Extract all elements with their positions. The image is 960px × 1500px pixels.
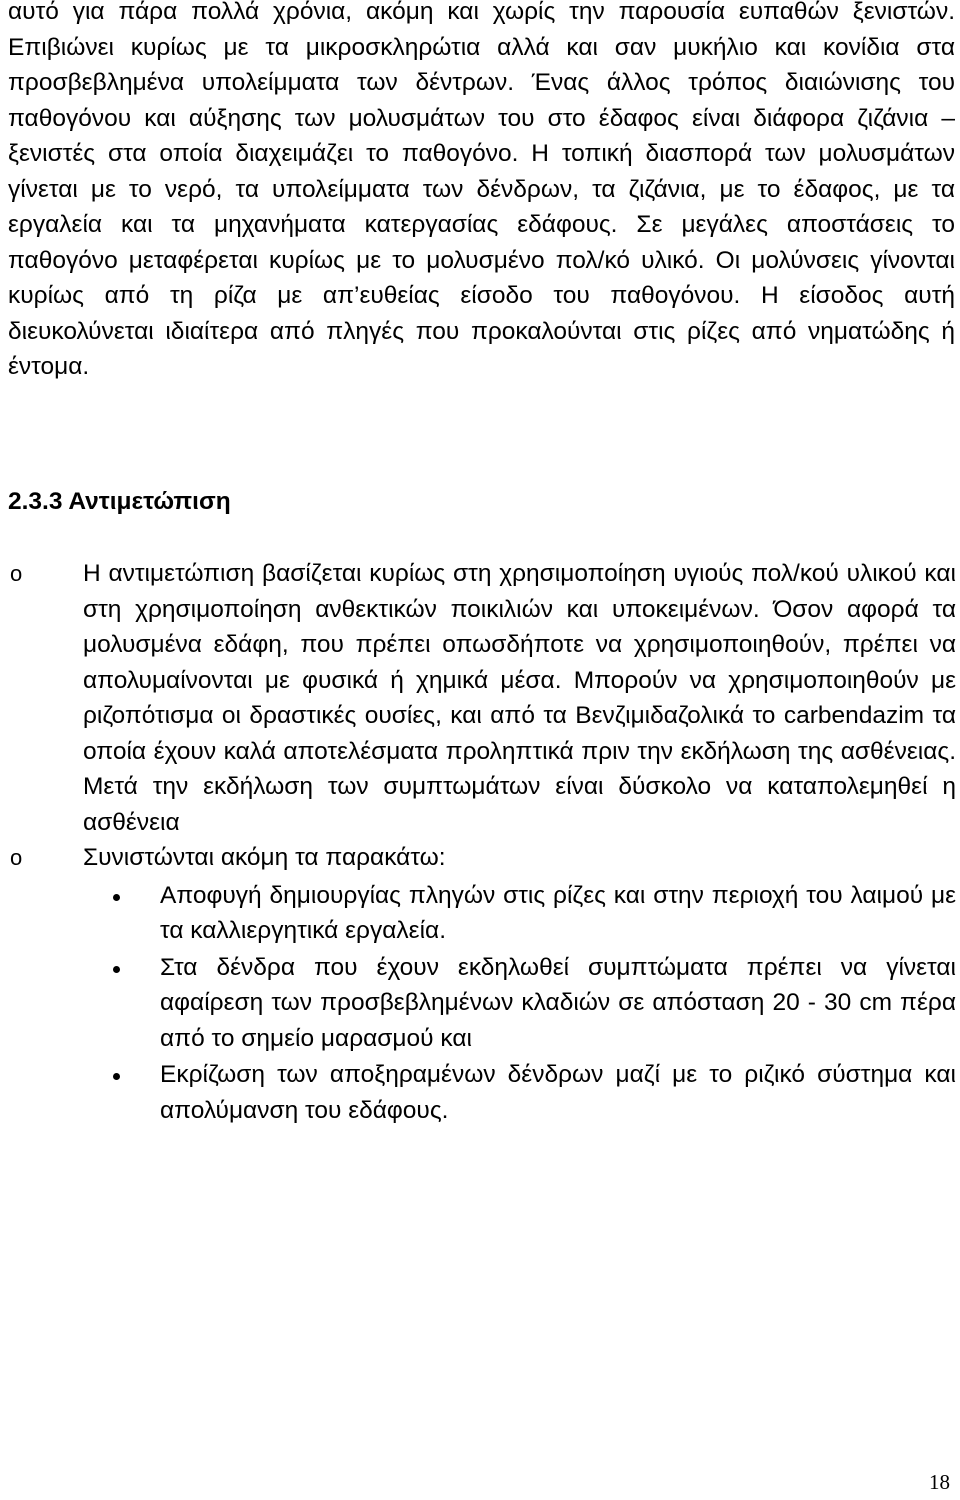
page-number: 18 — [929, 1470, 950, 1494]
list-item-text: Συνιστώνται ακόμη τα παρακάτω: — [83, 844, 446, 871]
bullet-icon — [113, 1073, 120, 1080]
list-marker: o — [10, 845, 23, 870]
list-item — [8, 840, 956, 1128]
list-marker: o — [10, 561, 23, 586]
sub-list-item — [83, 950, 956, 1057]
sub-list-item — [83, 878, 956, 949]
bullet-icon — [113, 894, 120, 901]
sub-list-item-text: Στα δένδρα που έχουν εκδηλωθεί συμπτώματα πρέπει να γίνεται αφαίρεση των προσβεβλημένων κλαδιών σε απόσταση 20 - 30 cm πέρα από το σημείο μαρασμού και — [160, 953, 956, 1052]
list-item-text: Η αντιμετώπιση βασίζεται κυρίως στη χρησιμοποίηση υγιούς πολ/κού υλικού και στη χρησιμοποίηση ανθεκτικών ποικιλιών και υποκειμένων. Όσον αφορά τα μολυσμένα εδάφη, που πρέπει οπωσδήποτε να χρησιμοποιηθούν, πρέπει να απολυμαίνονται με φυσικά ή χημικά μέσα. Μπορούν να χρησιμοποιηθούν με ριζοπότισμα οι δραστικές ουσίες, και από τα Βενζιμιδαζολικά το carbendazim τα οποία έχουν καλά αποτελέσματα προληπτικά πριν την εκδήλωση της ασθένειας. Μετά την εκδήλωση των συμπτωμάτων είναι δύσκολο να καταπολεμηθεί η ασθένεια — [83, 560, 956, 836]
sub-list — [83, 878, 956, 1129]
sub-list-item-text: Εκρίζωση των αποξηραμένων δένδρων μαζί με το ριζικό σύστημα και απολύμανση του εδάφους. — [160, 1061, 956, 1124]
intro-paragraph: αυτό για πάρα πολλά χρόνια, ακόμη και χωρίς την παρουσία ευπαθών ξενιστών. Επιβιώνει κυρίως με τα μικροσκληρώτια αλλά και σαν μυκήλιο και κονίδια στα προσβεβλημένα υπολείμματα των δέντρων. Ένας άλλος τρόπος διαιώνισης του παθογόνου και αύξησης των μολυσμάτων του στο έδαφος είναι διάφορα ζιζάνια – ξενιστές στα οποία διαχειμάζει το παθογόνο. Η τοπική διασπορά των μολυσμάτων γίνεται με το νερό, τα υπολείμματα των δένδρων, τα ζιζάνια, με το έδαφος, με τα εργαλεία και τα μηχανήματα κατεργασίας εδάφους. Σε μεγάλες αποστάσεις το παθογόνο μεταφέρεται κυρίως με το μολυσμένο πολ/κό υλικό. Οι μολύνσεις γίνονται κυρίως από τη ρίζα με απ’ευθείας είσοδο του παθογόνου. Η είσοδος αυτή διευκολύνεται ιδιαίτερα από πληγές που προκαλούνται στις ρίζες από νηματώδης ή έντομα. — [8, 0, 955, 380]
section-heading: 2.3.3 Αντιμετώπιση — [8, 488, 231, 515]
measures-list — [8, 556, 956, 1129]
bullet-icon — [113, 966, 120, 973]
list-item — [8, 556, 956, 840]
sub-list-item — [83, 1057, 956, 1128]
sub-list-item-text: Αποφυγή δημιουργίας πληγών στις ρίζες και στην περιοχή του λαιμού με τα καλλιεργητικά εργαλεία. — [160, 881, 956, 944]
